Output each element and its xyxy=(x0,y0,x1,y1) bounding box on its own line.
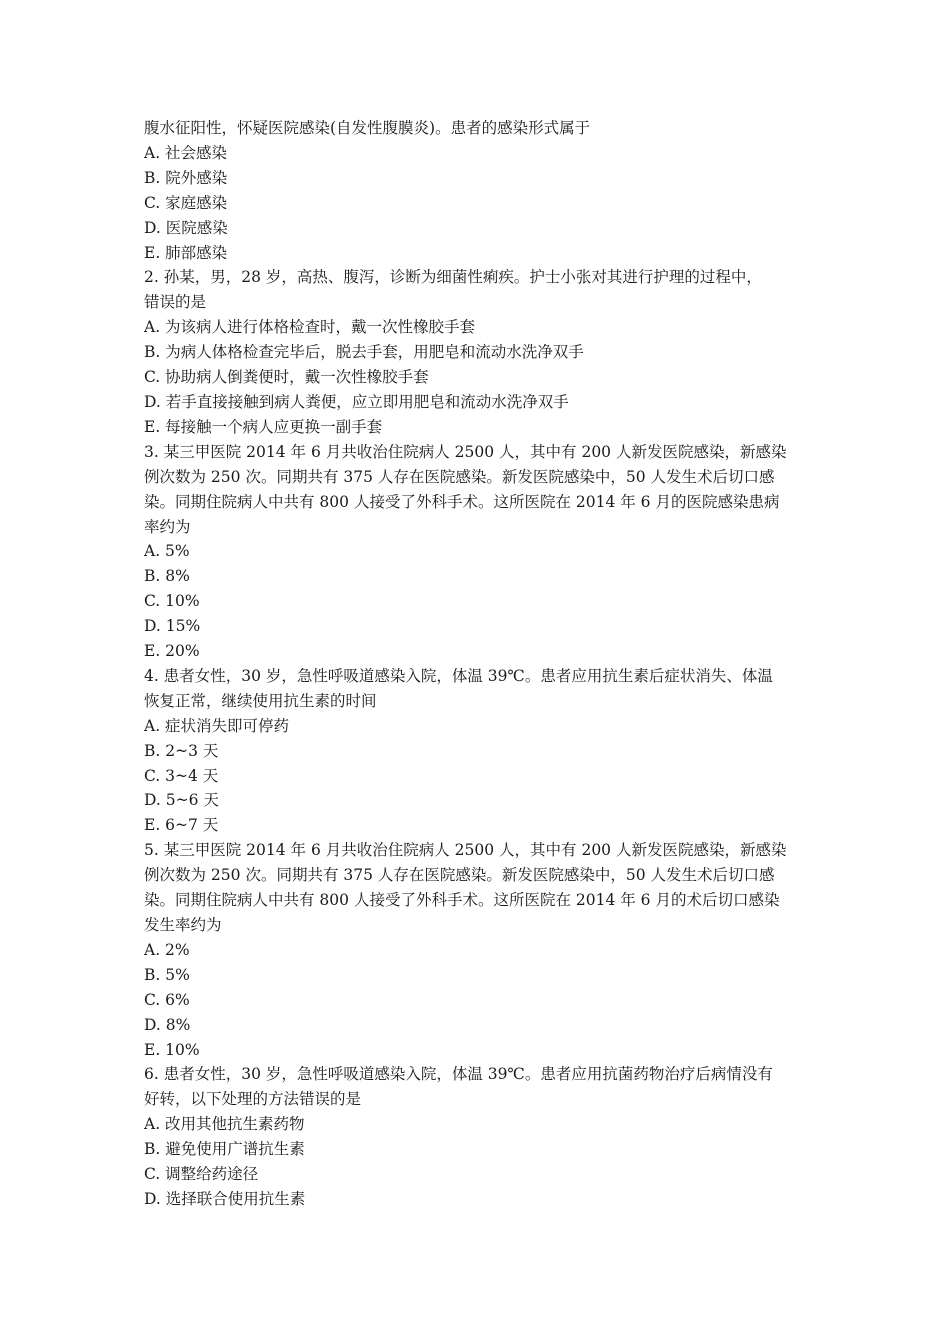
option-a: A. 改用其他抗生素药物 xyxy=(144,1115,305,1134)
option-d: D. 选择联合使用抗生素 xyxy=(144,1189,306,1208)
option-a: A. 症状消失即可停药 xyxy=(144,716,290,735)
option-a: A. 为该病人进行体格检查时，戴一次性橡胶手套 xyxy=(144,318,476,337)
question-3-stem: 例次数为 250 次。同期共有 375 人存在医院感染。新发医院感染中，50 人发生术后切口感 xyxy=(144,467,775,486)
option-e: E. 10% xyxy=(144,1040,200,1059)
option-c: C. 家庭感染 xyxy=(144,193,228,212)
option-e: E. 6~7 天 xyxy=(144,816,219,835)
question-5-stem: 染。同期住院病人中共有 800 人接受了外科手术。这所医院在 2014 年 6 月的术后切口感染 xyxy=(144,891,780,910)
question-4-stem: 4. 患者女性，30 岁，急性呼吸道感染入院，体温 39℃。患者应用抗生素后症状消失、体温 xyxy=(144,666,773,685)
option-d: D. 若手直接接触到病人粪便，应立即用肥皂和流动水洗净双手 xyxy=(144,392,569,411)
option-d: D. 8% xyxy=(144,1015,191,1034)
option-b: B. 为病人体格检查完毕后，脱去手套，用肥皂和流动水洗净双手 xyxy=(144,343,584,362)
question-5-stem: 5. 某三甲医院 2014 年 6 月共收治住院病人 2500 人，其中有 200 人新发医院感染，新感染 xyxy=(144,841,787,860)
question-6-stem: 好转，以下处理的方法错误的是 xyxy=(144,1090,362,1109)
question-2-stem: 2. 孙某，男，28 岁，高热、腹泻，诊断为细菌性痢疾。护士小张对其进行护理的过程中， xyxy=(144,268,762,287)
option-b: B. 院外感染 xyxy=(144,168,228,187)
option-e: E. 每接触一个病人应更换一副手套 xyxy=(144,417,383,436)
option-c: C. 调整给药途径 xyxy=(144,1165,259,1184)
option-c: C. 6% xyxy=(144,990,190,1009)
option-b: B. 避免使用广谱抗生素 xyxy=(144,1140,305,1159)
option-e: E. 肺部感染 xyxy=(144,243,228,262)
option-d: D. 5~6 天 xyxy=(144,791,219,810)
option-a: A. 5% xyxy=(144,542,190,561)
question-2-stem: 错误的是 xyxy=(144,293,207,312)
question-3-stem: 染。同期住院病人中共有 800 人接受了外科手术。这所医院在 2014 年 6 月的医院感染患病 xyxy=(144,492,780,511)
option-a: A. 2% xyxy=(144,940,190,959)
question-6-stem: 6. 患者女性，30 岁，急性呼吸道感染入院，体温 39℃。患者应用抗菌药物治疗后病情没有 xyxy=(144,1065,773,1084)
option-c: C. 协助病人倒粪便时，戴一次性橡胶手套 xyxy=(144,368,429,387)
question-5-stem: 发生率约为 xyxy=(144,916,222,934)
question-4-stem: 恢复正常，继续使用抗生素的时间 xyxy=(144,691,377,710)
question-5-stem: 例次数为 250 次。同期共有 375 人存在医院感染。新发医院感染中，50 人发生术后切口感 xyxy=(144,866,775,885)
option-a: A. 社会感染 xyxy=(144,143,228,162)
question-3-stem: 3. 某三甲医院 2014 年 6 月共收治住院病人 2500 人，其中有 200 人新发医院感染，新感染 xyxy=(144,442,787,461)
option-b: B. 2~3 天 xyxy=(144,741,219,760)
option-b: B. 8% xyxy=(144,567,190,586)
question-3-stem: 率约为 xyxy=(144,517,191,536)
option-b: B. 5% xyxy=(144,965,190,984)
option-c: C. 3~4 天 xyxy=(144,766,219,785)
text-line: 腹水征阳性，怀疑医院感染(自发性腹膜炎)。患者的感染形式属于 xyxy=(144,119,591,137)
option-d: D. 医院感染 xyxy=(144,218,228,237)
option-c: C. 10% xyxy=(144,592,200,611)
option-d: D. 15% xyxy=(144,617,201,636)
option-e: E. 20% xyxy=(144,642,200,661)
